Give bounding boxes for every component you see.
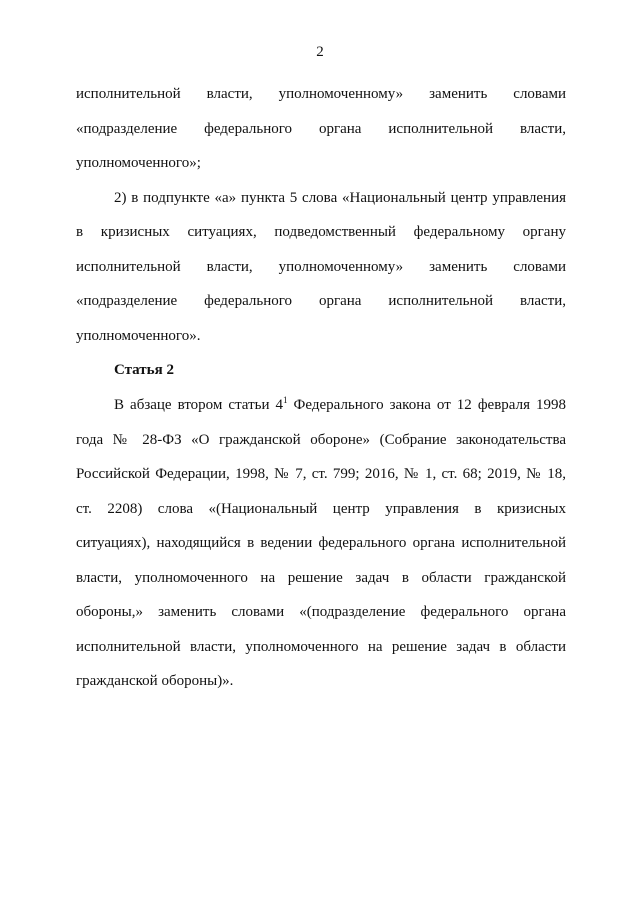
text-line: гражданской обороны)».	[76, 673, 234, 689]
text-line: обороны,» заменить словами «(подразделение федерального органа	[76, 604, 566, 620]
text-line: уполномоченного».	[76, 328, 201, 344]
text-fragment: В абзаце втором статьи 4	[114, 397, 284, 413]
text-line: в кризисных ситуациях, подведомственный федеральному органу	[76, 224, 566, 240]
text-line	[114, 395, 566, 415]
article-heading: Статья 2	[114, 362, 174, 378]
text-line: года № 28-ФЗ «О гражданской обороне» (Собрание законодательства	[76, 432, 566, 448]
text-line: ситуациях), находящийся в ведении федерального органа исполнительной	[76, 535, 566, 551]
superscript: 1	[283, 395, 288, 405]
page-number: 2	[316, 44, 324, 60]
text-line: «подразделение федерального органа исполнительной власти,	[76, 293, 566, 309]
text-line: ст. 2208) слова «(Национальный центр управления в кризисных	[76, 501, 566, 517]
text-line: 2) в подпункте «а» пункта 5 слова «Национальный центр управления	[114, 190, 566, 206]
text-line: власти, уполномоченного на решение задач в области гражданской	[76, 570, 566, 586]
text-line: «подразделение федерального органа исполнительной власти,	[76, 121, 566, 137]
text-line: уполномоченного»;	[76, 155, 201, 171]
text-line: исполнительной власти, уполномоченному» заменить словами	[76, 86, 566, 102]
text-fragment: Федерального закона от 12 февраля 1998	[287, 397, 566, 413]
text-line: Российской Федерации, 1998, № 7, ст. 799; 2016, № 1, ст. 68; 2019, № 18,	[76, 466, 566, 482]
text-line: исполнительной власти, уполномоченному» заменить словами	[76, 259, 566, 275]
text-line: исполнительной власти, уполномоченного на решение задач в области	[76, 639, 566, 655]
